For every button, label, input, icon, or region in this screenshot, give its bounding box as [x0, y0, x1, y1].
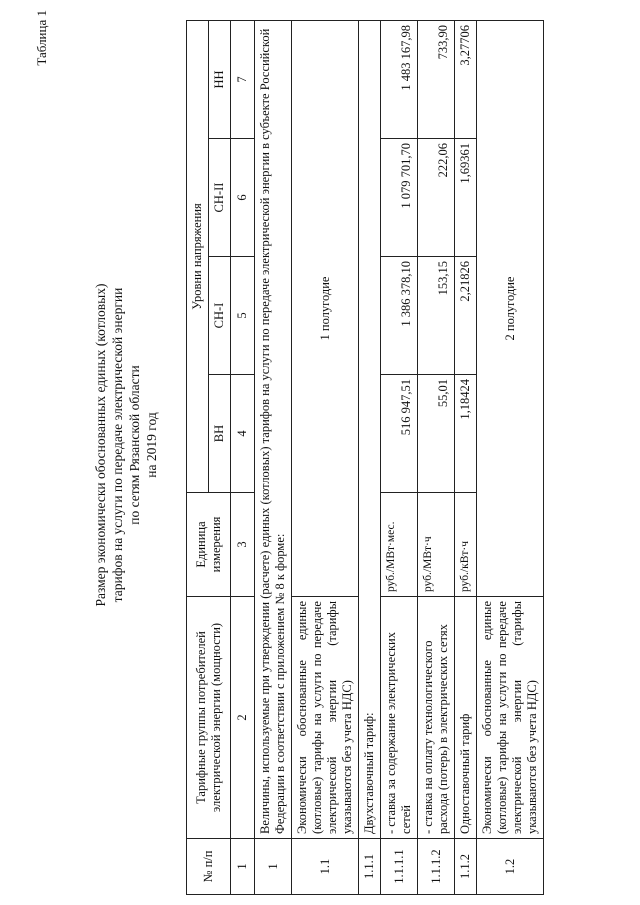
value-vn: 516 947,51 [381, 375, 418, 493]
value-nn: 1 483 167,98 [381, 20, 418, 138]
section-text: Величины, используемые при утверждении (расчете) единых (котловых) тарифов на услуги по передаче электрической энергии в субъекте Российской Федерации в соответствии с приложением № 8 к форме: [255, 20, 292, 838]
row-text: Экономически обоснованные единые (котловые) тарифы на услуги по передаче электрической энергии (тарифы указываются без учета НДС) [477, 597, 544, 839]
row-text: Двухставочный тариф: [359, 20, 381, 838]
column-numbers-row [231, 20, 255, 894]
value-vn: 55,01 [418, 375, 455, 493]
col-number: 7 [231, 20, 255, 138]
table-row [477, 20, 544, 894]
col-number: 1 [231, 839, 255, 895]
header-row [187, 20, 209, 894]
unit-cell: руб./МВт·ч [418, 493, 455, 597]
row-num: 1 [255, 839, 292, 895]
unit-cell: руб./кВт·ч [455, 493, 477, 597]
col-number: 4 [231, 375, 255, 493]
value-sn1: 153,15 [418, 257, 455, 375]
tariff-table [186, 20, 544, 895]
value-nn: 733,90 [418, 20, 455, 138]
header-vn: ВН [209, 375, 231, 493]
row-text: - ставка за содержание электрических сетей [381, 597, 418, 839]
row-text: Экономически обоснованные единые (котловые) тарифы на услуги по передаче электрической энергии (тарифы указываются без учета НДС) [292, 597, 359, 839]
header-sn1: СН-I [209, 257, 231, 375]
unit-cell: руб./МВт·мес. [381, 493, 418, 597]
value-sn2: 1,69361 [455, 139, 477, 257]
row-text: - ставка на оплату технологического расхода (потерь) в электрических сетях [418, 597, 455, 839]
row-num: 1.2 [477, 839, 544, 895]
value-sn2: 222,06 [418, 139, 455, 257]
header-num: № п/п [187, 839, 231, 895]
header-unit: Единица измерения [187, 493, 231, 597]
title-line: Размер экономически обоснованных единых (котловых) [93, 283, 108, 607]
table-row [255, 20, 292, 894]
value-sn1: 1 386 378,10 [381, 257, 418, 375]
value-vn: 1,18424 [455, 375, 477, 493]
row-num: 1.1 [292, 839, 359, 895]
row-num: 1.1.2 [455, 839, 477, 895]
value-nn: 3,27706 [455, 20, 477, 138]
value-sn2: 1 079 701,70 [381, 139, 418, 257]
table-row [455, 20, 477, 894]
col-number: 5 [231, 257, 255, 375]
table-row [359, 20, 381, 894]
header-levels: Уровни напряжения [187, 20, 209, 492]
title-line: на 2019 год [144, 412, 159, 478]
value-sn1: 2,21826 [455, 257, 477, 375]
table-label: Таблица 1 [34, 10, 49, 66]
col-number: 3 [231, 493, 255, 597]
row-text: Одноставочный тариф [455, 597, 477, 839]
table-row [292, 20, 359, 894]
table-row [418, 20, 455, 894]
table-row [381, 20, 418, 894]
title-line: тарифов на услуги по передаче электрической энергии [110, 287, 125, 603]
title-line: по сетям Рязанской области [127, 365, 142, 525]
col-number: 6 [231, 139, 255, 257]
header-nn: НН [209, 20, 231, 138]
period-label: 2 полугодие [477, 20, 544, 596]
header-groups: Тарифные группы потребителей электрической энергии (мощности) [187, 597, 231, 839]
period-label: 1 полугодие [292, 20, 359, 596]
row-num: 1.1.1.2 [418, 839, 455, 895]
header-sn2: СН-II [209, 139, 231, 257]
row-num: 1.1.1 [359, 839, 381, 895]
document-title [92, 125, 160, 765]
row-num: 1.1.1.1 [381, 839, 418, 895]
col-number: 2 [231, 597, 255, 839]
